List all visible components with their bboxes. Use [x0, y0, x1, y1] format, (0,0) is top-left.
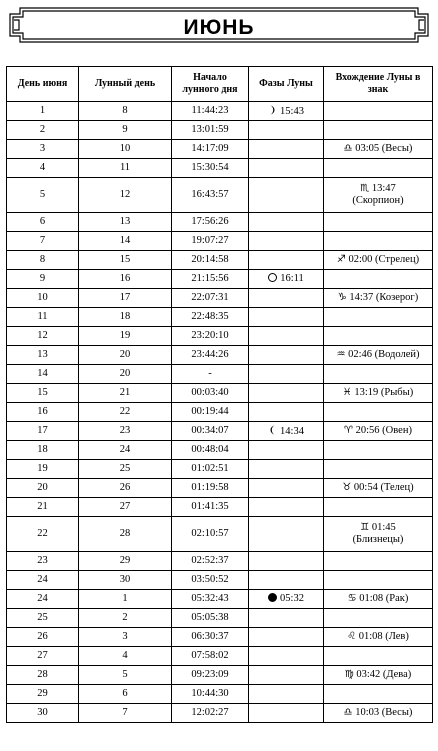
zodiac-sign-icon: ♑	[337, 292, 347, 303]
table-row	[7, 666, 433, 685]
cell-lunar-day: 20	[79, 365, 172, 384]
cell-phase	[249, 159, 324, 178]
cell-lunar-day: 5	[79, 666, 172, 685]
cell-day: 20	[7, 479, 79, 498]
cell-day: 13	[7, 346, 79, 365]
cell-phase	[249, 571, 324, 590]
cell-lunar-day: 29	[79, 552, 172, 571]
cell-start-time: 06:30:37	[172, 628, 249, 647]
table-row	[7, 213, 433, 232]
cell-sign	[324, 685, 433, 704]
cell-day: 26	[7, 628, 79, 647]
cell-day: 17	[7, 422, 79, 441]
cell-sign	[324, 232, 433, 251]
cell-day: 18	[7, 441, 79, 460]
table-row	[7, 403, 433, 422]
cell-phase	[249, 270, 324, 289]
cell-phase	[249, 140, 324, 159]
cell-day: 19	[7, 460, 79, 479]
cell-start-time: 12:02:27	[172, 704, 249, 723]
cell-sign	[324, 327, 433, 346]
sign-entry-text: 13:19 (Рыбы)	[354, 387, 414, 398]
cell-phase	[249, 590, 324, 609]
cell-phase	[249, 517, 324, 552]
cell-lunar-day: 28	[79, 517, 172, 552]
cell-lunar-day: 25	[79, 460, 172, 479]
table-row	[7, 441, 433, 460]
sign-entry-text: 14:37 (Козерог)	[349, 292, 419, 303]
zodiac-sign-icon: ♒	[336, 349, 346, 360]
cell-sign	[324, 571, 433, 590]
table-row	[7, 159, 433, 178]
cell-day: 16	[7, 403, 79, 422]
zodiac-sign-icon: ♈	[344, 425, 354, 436]
cell-phase	[249, 552, 324, 571]
cell-start-time: 20:14:58	[172, 251, 249, 270]
cell-lunar-day: 27	[79, 498, 172, 517]
cell-lunar-day: 26	[79, 479, 172, 498]
last-quarter-icon	[268, 425, 277, 435]
zodiac-sign-icon: ♎	[343, 143, 353, 154]
table-row	[7, 308, 433, 327]
cell-day: 6	[7, 213, 79, 232]
cell-sign	[324, 498, 433, 517]
sign-entry-text: 03:42 (Дева)	[356, 669, 412, 680]
sign-entry-text: 03:05 (Весы)	[355, 143, 413, 154]
cell-sign	[324, 121, 433, 140]
cell-day: 27	[7, 647, 79, 666]
cell-start-time: 01:19:58	[172, 479, 249, 498]
cell-start-time: 02:10:57	[172, 517, 249, 552]
cell-sign	[324, 140, 433, 159]
sign-entry-text: 01:08 (Лев)	[358, 631, 409, 642]
cell-start-time: 09:23:09	[172, 666, 249, 685]
cell-day: 15	[7, 384, 79, 403]
zodiac-sign-icon: ♐	[336, 254, 346, 265]
cell-phase	[249, 403, 324, 422]
cell-phase	[249, 685, 324, 704]
sign-entry-text: 01:45	[371, 522, 396, 533]
cell-lunar-day: 14	[79, 232, 172, 251]
table-row	[7, 590, 433, 609]
table-row	[7, 365, 433, 384]
table-row	[7, 140, 433, 159]
cell-sign	[324, 270, 433, 289]
cell-start-time: 16:43:57	[172, 178, 249, 213]
phase-time: 05:32	[280, 593, 304, 604]
phase-time: 14:34	[280, 425, 304, 437]
table-row	[7, 460, 433, 479]
full-moon-icon	[268, 273, 277, 282]
lunar-calendar-table	[6, 66, 433, 723]
sign-entry-text: 00:54 (Телец)	[353, 482, 414, 493]
cell-start-time: 07:58:02	[172, 647, 249, 666]
table-row	[7, 647, 433, 666]
cell-sign	[324, 159, 433, 178]
cell-start-time: 23:44:26	[172, 346, 249, 365]
cell-start-time: 19:07:27	[172, 232, 249, 251]
table-row	[7, 232, 433, 251]
cell-phase	[249, 441, 324, 460]
cell-start-time: 05:05:38	[172, 609, 249, 628]
sign-entry-text: 20:56 (Овен)	[355, 425, 412, 436]
cell-day: 14	[7, 365, 79, 384]
cell-start-time: 10:44:30	[172, 685, 249, 704]
cell-phase	[249, 647, 324, 666]
cell-day: 4	[7, 159, 79, 178]
sign-name-text: (Скорпион)	[352, 195, 404, 206]
cell-phase	[249, 479, 324, 498]
cell-start-time: 00:34:07	[172, 422, 249, 441]
cell-sign	[324, 289, 433, 308]
cell-sign	[324, 251, 433, 270]
cell-phase	[249, 666, 324, 685]
phase-time: 16:11	[280, 273, 304, 284]
new-moon-icon	[268, 593, 277, 602]
zodiac-sign-icon: ♊	[360, 522, 370, 533]
cell-sign	[324, 346, 433, 365]
cell-day: 10	[7, 289, 79, 308]
cell-phase	[249, 365, 324, 384]
cell-sign	[324, 308, 433, 327]
cell-sign	[324, 666, 433, 685]
table-row	[7, 102, 433, 121]
cell-day: 24	[7, 571, 79, 590]
cell-sign	[324, 628, 433, 647]
cell-start-time: 03:50:52	[172, 571, 249, 590]
cell-sign	[324, 460, 433, 479]
cell-day: 22	[7, 517, 79, 552]
cell-sign	[324, 422, 433, 441]
cell-lunar-day: 23	[79, 422, 172, 441]
cell-lunar-day: 4	[79, 647, 172, 666]
cell-start-time: 00:48:04	[172, 441, 249, 460]
cell-start-time: 05:32:43	[172, 590, 249, 609]
cell-lunar-day: 22	[79, 403, 172, 422]
phase-time: 15:43	[280, 105, 304, 117]
cell-phase	[249, 346, 324, 365]
cell-sign	[324, 403, 433, 422]
header-phase: Фазы Луны	[249, 67, 324, 102]
table-row	[7, 178, 433, 213]
cell-phase	[249, 704, 324, 723]
cell-day: 24	[7, 590, 79, 609]
table-row	[7, 384, 433, 403]
table-row	[7, 498, 433, 517]
first-quarter-icon	[268, 105, 277, 115]
cell-start-time: 01:41:35	[172, 498, 249, 517]
zodiac-sign-icon: ♋	[347, 593, 357, 604]
header-day: День июня	[7, 67, 79, 102]
cell-start-time: 00:19:44	[172, 403, 249, 422]
cell-start-time: 02:52:37	[172, 552, 249, 571]
cell-day: 21	[7, 498, 79, 517]
table-row	[7, 346, 433, 365]
cell-lunar-day: 3	[79, 628, 172, 647]
cell-lunar-day: 11	[79, 159, 172, 178]
cell-sign	[324, 178, 433, 213]
cell-day: 3	[7, 140, 79, 159]
cell-phase	[249, 121, 324, 140]
cell-start-time: 17:56:26	[172, 213, 249, 232]
cell-lunar-day: 1	[79, 590, 172, 609]
table-row	[7, 517, 433, 552]
cell-start-time: 22:48:35	[172, 308, 249, 327]
zodiac-sign-icon: ♍	[344, 669, 354, 680]
cell-day: 28	[7, 666, 79, 685]
cell-day: 8	[7, 251, 79, 270]
title-frame	[8, 6, 430, 44]
cell-start-time: 22:07:31	[172, 289, 249, 308]
header-start: Начало лунного дня	[172, 67, 249, 102]
zodiac-sign-icon: ♌	[347, 631, 357, 642]
cell-phase	[249, 308, 324, 327]
cell-lunar-day: 20	[79, 346, 172, 365]
cell-lunar-day: 18	[79, 308, 172, 327]
cell-lunar-day: 16	[79, 270, 172, 289]
table-row	[7, 685, 433, 704]
cell-lunar-day: 8	[79, 102, 172, 121]
cell-sign	[324, 647, 433, 666]
sign-entry-text: 02:00 (Стрелец)	[348, 254, 420, 265]
cell-start-time: 14:17:09	[172, 140, 249, 159]
cell-lunar-day: 9	[79, 121, 172, 140]
cell-lunar-day: 19	[79, 327, 172, 346]
cell-sign	[324, 609, 433, 628]
cell-phase	[249, 498, 324, 517]
cell-start-time: 00:03:40	[172, 384, 249, 403]
table-header-row	[7, 67, 433, 102]
table-row	[7, 422, 433, 441]
cell-phase	[249, 102, 324, 121]
cell-sign	[324, 704, 433, 723]
zodiac-sign-icon: ♎	[343, 707, 353, 718]
cell-phase	[249, 178, 324, 213]
cell-day: 25	[7, 609, 79, 628]
cell-day: 9	[7, 270, 79, 289]
cell-phase	[249, 232, 324, 251]
cell-day: 30	[7, 704, 79, 723]
table-row	[7, 251, 433, 270]
cell-start-time: -	[172, 365, 249, 384]
cell-day: 5	[7, 178, 79, 213]
cell-lunar-day: 6	[79, 685, 172, 704]
table-row	[7, 571, 433, 590]
cell-lunar-day: 15	[79, 251, 172, 270]
cell-phase	[249, 251, 324, 270]
sign-name-text: (Близнецы)	[352, 534, 404, 545]
cell-sign	[324, 384, 433, 403]
cell-lunar-day: 7	[79, 704, 172, 723]
cell-lunar-day: 10	[79, 140, 172, 159]
table-row	[7, 289, 433, 308]
page-title: ИЮНЬ	[183, 16, 255, 39]
cell-sign	[324, 102, 433, 121]
table-row	[7, 270, 433, 289]
cell-start-time: 15:30:54	[172, 159, 249, 178]
cell-day: 12	[7, 327, 79, 346]
cell-phase	[249, 213, 324, 232]
cell-phase	[249, 460, 324, 479]
table-row	[7, 327, 433, 346]
cell-lunar-day: 17	[79, 289, 172, 308]
table-row	[7, 121, 433, 140]
cell-day: 11	[7, 308, 79, 327]
zodiac-sign-icon: ♉	[342, 482, 352, 493]
header-sign: Вхождение Луны в знак	[324, 67, 433, 102]
sign-entry-text: 13:47	[371, 183, 396, 194]
zodiac-sign-icon: ♏	[360, 183, 370, 194]
cell-phase	[249, 327, 324, 346]
sign-entry-text: 01:08 (Рак)	[359, 593, 409, 604]
cell-start-time: 13:01:59	[172, 121, 249, 140]
cell-sign	[324, 590, 433, 609]
table-row	[7, 628, 433, 647]
cell-lunar-day: 12	[79, 178, 172, 213]
sign-entry-text: 02:46 (Водолей)	[348, 349, 420, 360]
cell-sign	[324, 365, 433, 384]
cell-day: 7	[7, 232, 79, 251]
cell-start-time: 21:15:56	[172, 270, 249, 289]
cell-start-time: 01:02:51	[172, 460, 249, 479]
cell-sign	[324, 213, 433, 232]
cell-day: 29	[7, 685, 79, 704]
cell-phase	[249, 628, 324, 647]
table-row	[7, 704, 433, 723]
zodiac-sign-icon: ♓	[342, 387, 352, 398]
table-row	[7, 479, 433, 498]
cell-start-time: 11:44:23	[172, 102, 249, 121]
cell-sign	[324, 517, 433, 552]
cell-phase	[249, 289, 324, 308]
cell-phase	[249, 422, 324, 441]
cell-sign	[324, 479, 433, 498]
table-row	[7, 609, 433, 628]
sign-entry-text: 10:03 (Весы)	[355, 707, 413, 718]
table-row	[7, 552, 433, 571]
cell-lunar-day: 13	[79, 213, 172, 232]
cell-day: 2	[7, 121, 79, 140]
cell-lunar-day: 21	[79, 384, 172, 403]
cell-phase	[249, 384, 324, 403]
cell-sign	[324, 552, 433, 571]
cell-day: 23	[7, 552, 79, 571]
cell-lunar-day: 2	[79, 609, 172, 628]
cell-start-time: 23:20:10	[172, 327, 249, 346]
cell-day: 1	[7, 102, 79, 121]
cell-sign	[324, 441, 433, 460]
cell-lunar-day: 24	[79, 441, 172, 460]
cell-lunar-day: 30	[79, 571, 172, 590]
cell-phase	[249, 609, 324, 628]
header-lunar-day: Лунный день	[79, 67, 172, 102]
